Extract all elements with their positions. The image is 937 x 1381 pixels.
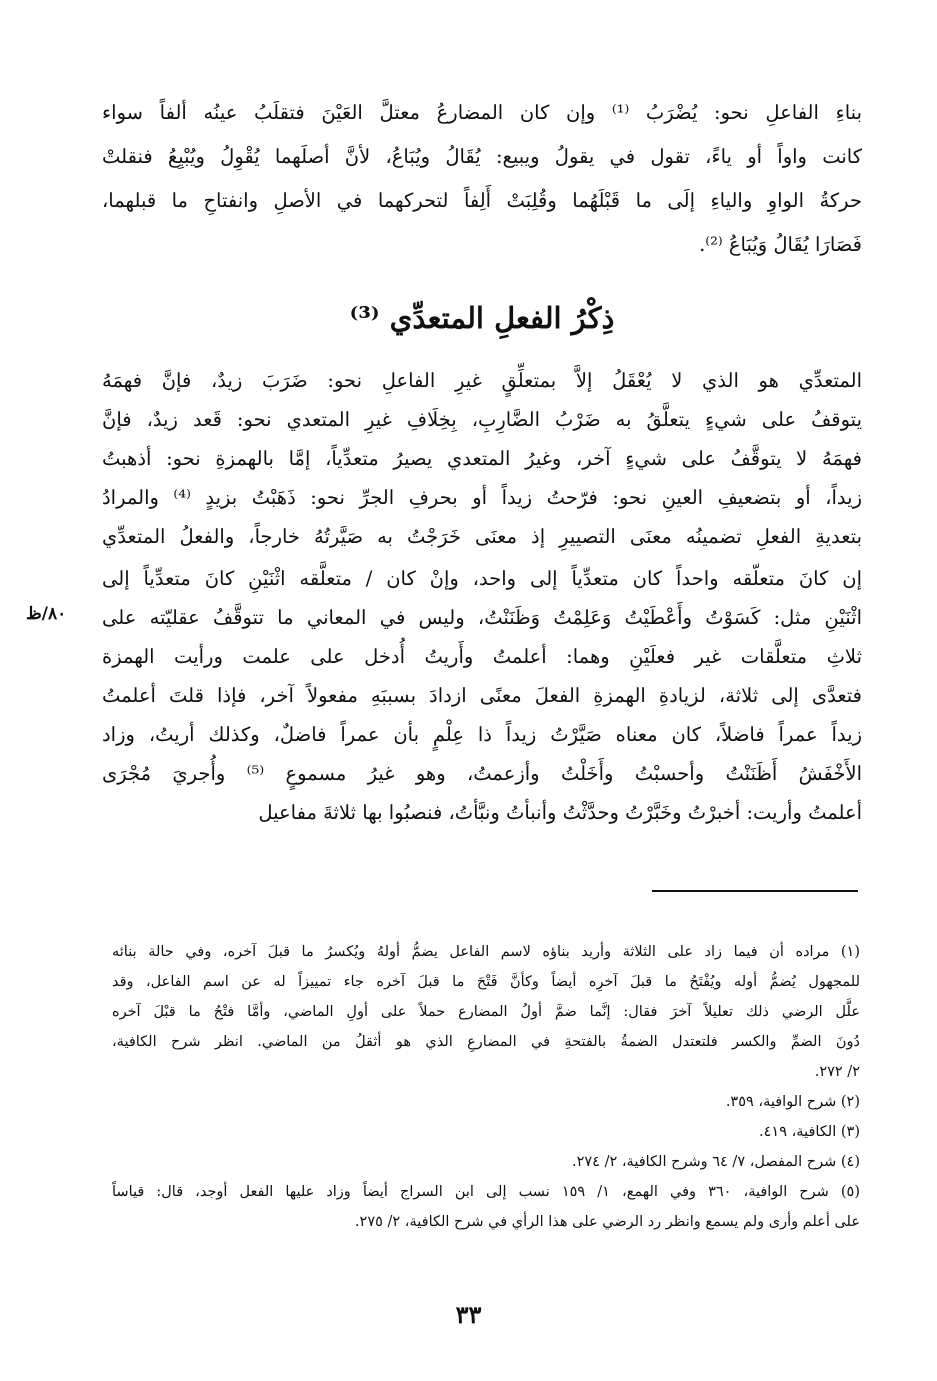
text-line: كانت واواً أو ياءً، تقول في يقولُ ويبيع: يُقَالُ ويُبَاعُ، لأنَّ أصلَهما يُقْوِلُ ويُبْيِعُ فنقلتْ (102, 145, 862, 168)
footnote-line: للمجهول يُضمُّ أوله ويُفْتَحُ ما قبلَ آخرِه أيضاً وكأنَّ فَتْحَ ما قبلَ آخره جاء تمييزاً له عن اسم الفاعل، وقد (112, 974, 860, 990)
text-line: اثْنَيْنِ مثل: كَسَوْتُ وأَعْطَيْتُ وَعَلِمْتُ وَظَنَنْتُ، وليس في المعاني ما تتوقَّفُ عقليّته على (102, 606, 862, 629)
text-line: بناءِ الفاعلِ نحو: يُضْرَبُ ⁽¹⁾ وإن كان المضارعُ معتلَّ العَيْنَ فتقلَبُ عينُه ألفاً سواء (102, 101, 862, 124)
footnote-line: علَّل الرضي ذلك تعليلاً آخرَ فقال: إنَّما ضمَّ أولُ المضارع حملاً على أولِ الماضي، وأمَّا فتْحُ ما قبْلَ آخره (112, 1004, 860, 1020)
footnote-line: (٢) شرح الوافية، ٣٥٩. (725, 1094, 860, 1110)
text-line: حركةُ الواوِ والياءِ إلَى ما قَبْلَهُما وقُلِبَتْ أَلِفاً لتحركهما في الأصلِ وانفتاحِ ما قبلهما، (102, 189, 862, 212)
footnote-line: (٤) شرح المفصل، ٧/ ٦٤ وشرح الكافية، ٢/ ٢٧٤. (571, 1154, 860, 1170)
footnote-line: دُونَ الضمِّ والكسر فلتعتدل الضمةُ بالفتحةِ في المضارعِ الذي هو أثقلُ من الماضي. انظر شرح الكافية، (112, 1034, 860, 1050)
text-line: أعلمتُ وأريت: أخبرْتُ وخَبَّرْتُ وحدَّثْتُ وأنبأتُ ونبَّأتُ، فنصبُوا بها ثلاثةَ مفاعيل (258, 801, 862, 824)
text-line: زيداً عمراً فاضلاً، كان معناه صَيَّرْتُ زيداً ذا عِلْمٍ بأن عمراً فاضلٌ، وكذلك أريتُ، وزاد (102, 723, 862, 746)
footnote-line: على أعلم وأرى ولم يسمع وانظر رد الرضي على هذا الرأي في شرح الكافية، ٢/ ٢٧٥. (354, 1214, 860, 1230)
text-line: فهمَهُ لا يتوقَّفُ على شيءٍ آخر، وغيرُ المتعدي يصيرُ متعدِّياً، إمَّا بالهمزةِ نحو: أذهبتُ (102, 447, 862, 470)
text-line: زيداً، أو بتضعيفِ العينِ نحو: فرّحتُ زيداً أو بحرفِ الجرِّ نحو: ذَهَبْتُ بزيدٍ ⁽⁴⁾ والمرادُ (102, 486, 862, 509)
text-line: فَصَارَا يُقَالُ وَيُبَاعُ ⁽²⁾. (699, 233, 862, 256)
footnote-separator (652, 890, 858, 892)
margin-folio-note: ٨٠/ظ (26, 604, 67, 624)
text-line: يتوقفُ على شيءٍ يتعلَّقُ به ضَرْبُ الضَّارِبِ، بِخِلَافِ غيرِ المتعدي نحو: قَعد زيدٌ، فإنَّ (102, 408, 862, 431)
text-line: الأَخْفَشُ أَظَنَنْتُ وأحسبْتُ وأَخَلْتُ وأزعمتُ، وهو غيرُ مسموعٍ ⁽⁵⁾ وأُجريَ مُجْرَى (102, 762, 862, 785)
text-line: المتعدِّي هو الذي لا يُعْقَلُ إلاَّ بمتعلِّقٍ غيرِ الفاعلِ نحو: ضَرَبَ زيدٌ، فإنَّ فهمَهُ (102, 369, 862, 392)
footnote-line: (٣) الكافية، ٤١٩. (759, 1124, 860, 1140)
text-line: بتعديةِ الفعلِ تضمينُه معنَى التصييرِ إذ معنَى خَرَجْتُ به صَيَّرتُهُ خارجاً، والفعلُ المتعدِّي (102, 525, 862, 548)
text-line: ثلاثِ متعلَّقات غير فعلَيْنِ وهما: أعلمتُ وأَريتُ أُدخل على علمت ورأيت الهمزة (102, 645, 862, 668)
section-heading: ذِكْرُ الفعلِ المتعدِّي ⁽³⁾ (349, 301, 615, 335)
footnote-line: (٥) شرح الوافية، ٣٦٠ وفي الهمع، ١/ ١٥٩ نسب إلى ابن السراج أيضاً وزاد عليها الفعل أوجد، قال: قياساً (112, 1184, 860, 1200)
text-line: إن كانَ متعلّقه واحداً كان متعدِّياً إلى واحد، وإنْ كان / متعلَّقه اثْنَيْنِ كانَ متعدِّياً إلى (102, 567, 862, 590)
page-number: ٣٣ (455, 1300, 482, 1329)
footnote-line: (١) مراده أن فيما زاد على الثلاثة وأريد بناؤه لاسم الفاعل يضمُّ أولهُ ويُكسرُ ما قبلَ آخره، وفي حالة بنائه (112, 944, 860, 960)
text-line: فتعدَّى إلى ثلاثة، لزيادةِ الهمزةِ الفعلَ معنًى ازدادَ بسببَهِ مفعولاً آخر، فإذا قلتَ أعلمتُ (102, 684, 862, 707)
footnote-line: ٢/ ٢٧٢. (814, 1064, 860, 1080)
